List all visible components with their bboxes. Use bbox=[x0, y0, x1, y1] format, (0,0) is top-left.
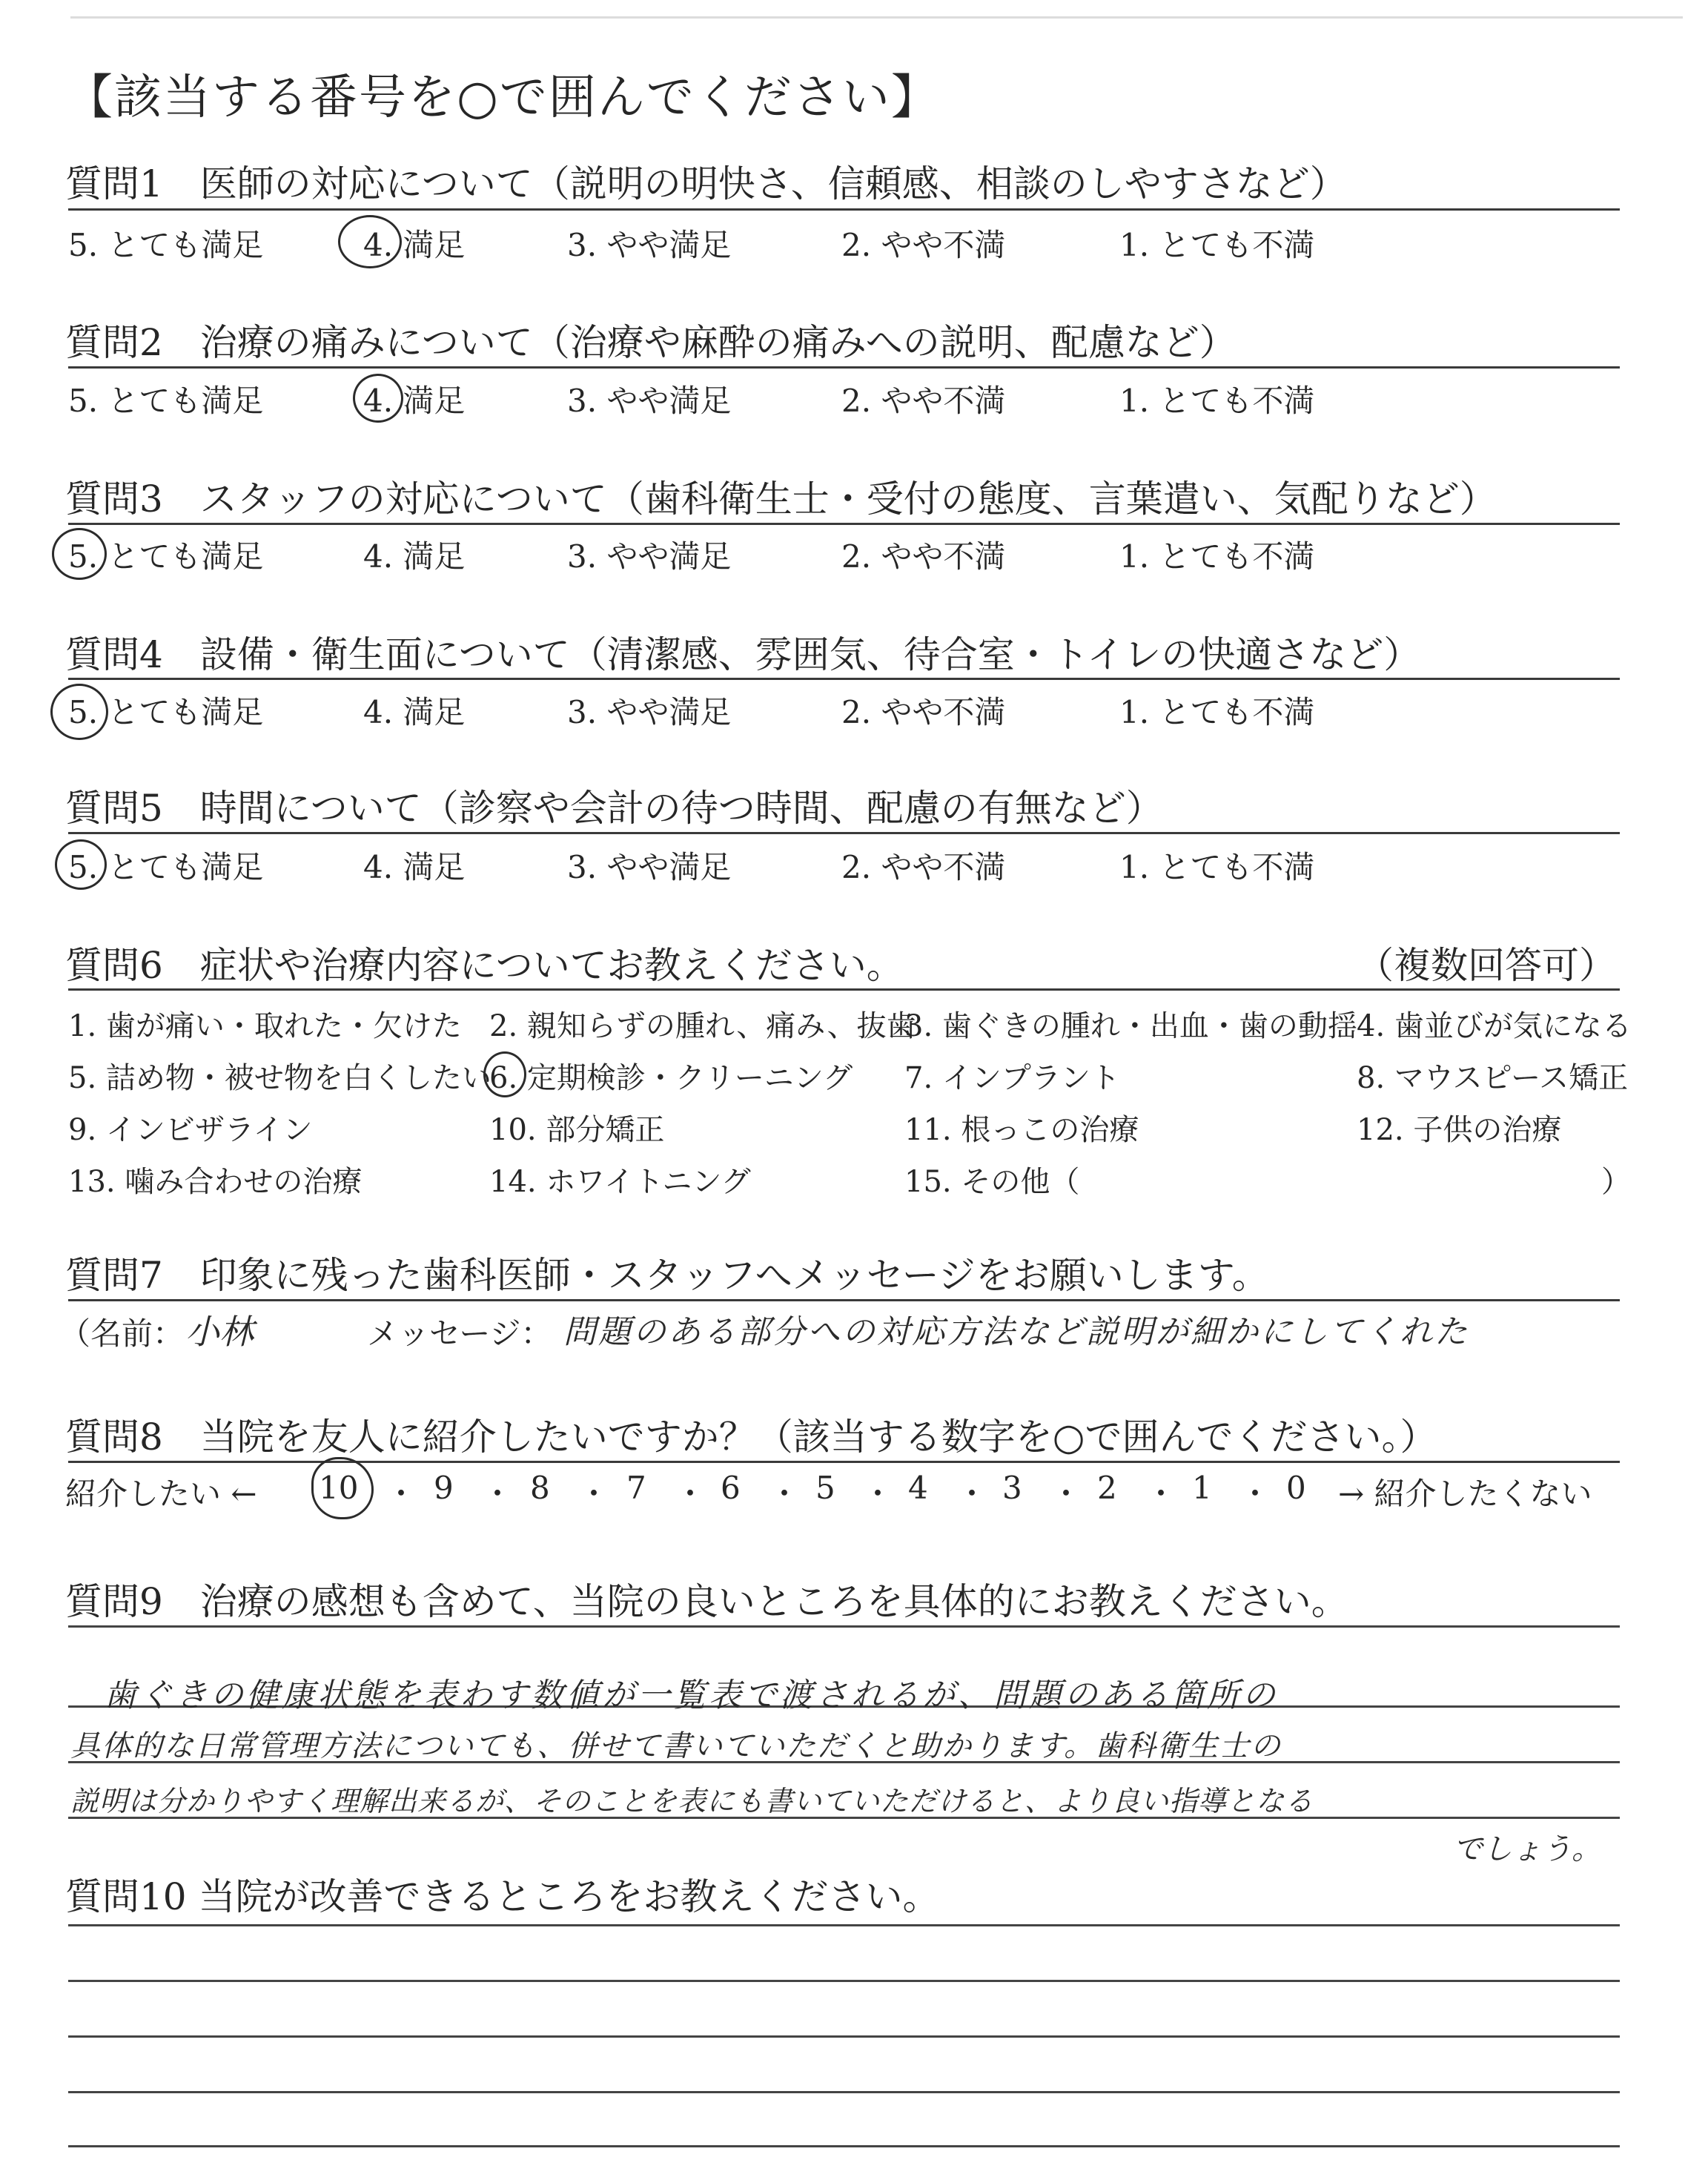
q6-option-4[interactable]: 4. 歯並びが気になる bbox=[1357, 1009, 1632, 1043]
q2-option-5[interactable]: 5. とても満足 bbox=[68, 383, 264, 419]
question-7-title: 質問7 印象に残った歯科医師・スタッフへメッセージをお願いします。 bbox=[65, 1254, 1269, 1297]
q6-option-11[interactable]: 11. 根っこの治療 bbox=[904, 1113, 1139, 1147]
q4-option-4[interactable]: 4. 満足 bbox=[363, 694, 466, 730]
writing-line[interactable] bbox=[68, 1980, 1620, 1982]
message-value[interactable]: 問題のある部分への対応方法など説明が細かにしてくれた bbox=[563, 1313, 1469, 1351]
q1-option-3[interactable]: 3. やや満足 bbox=[567, 227, 732, 263]
scale-sep: ・ bbox=[956, 1476, 988, 1512]
recommend-left-label: 紹介したい ← bbox=[65, 1476, 257, 1512]
name-value[interactable]: 小林 bbox=[185, 1312, 254, 1352]
scale-8[interactable]: 8 bbox=[530, 1470, 550, 1506]
writing-line[interactable] bbox=[68, 2035, 1620, 2038]
q6-other-close: ） bbox=[1601, 1165, 1631, 1199]
question-6-title: 質問6 症状や治療内容についてお教えください。 bbox=[65, 944, 904, 987]
selected-circle bbox=[483, 1051, 526, 1097]
question-6-rule bbox=[68, 988, 1620, 991]
q6-option-7[interactable]: 7. インプラント bbox=[904, 1061, 1120, 1095]
selected-circle bbox=[338, 215, 402, 268]
q4-option-2[interactable]: 2. やや不満 bbox=[841, 694, 1006, 730]
q2-option-1[interactable]: 1. とても不満 bbox=[1119, 383, 1315, 419]
writing-line[interactable] bbox=[68, 2091, 1620, 2093]
q2-option-3[interactable]: 3. やや満足 bbox=[567, 383, 732, 419]
q4-option-3[interactable]: 3. やや満足 bbox=[567, 694, 732, 730]
scale-9[interactable]: 9 bbox=[434, 1470, 454, 1506]
q6-option-3[interactable]: 3. 歯ぐきの腫れ・出血・歯の動揺 bbox=[904, 1009, 1357, 1043]
question-4-rule bbox=[68, 678, 1620, 680]
q6-option-8[interactable]: 8. マウスピース矯正 bbox=[1357, 1061, 1629, 1095]
writing-line[interactable] bbox=[68, 2145, 1620, 2147]
q1-option-2[interactable]: 2. やや不満 bbox=[841, 227, 1006, 263]
q2-option-4[interactable]: 4. 満足 bbox=[363, 383, 466, 419]
question-9-title: 質問9 治療の感想も含めて、当院の良いところを具体的にお教えください。 bbox=[65, 1580, 1348, 1623]
writing-line[interactable] bbox=[68, 1924, 1620, 1926]
scale-sep: ・ bbox=[675, 1476, 706, 1512]
scale-7[interactable]: 7 bbox=[626, 1470, 646, 1506]
question-2-title: 質問2 治療の痛みについて（治療や麻酔の痛みへの説明、配慮など） bbox=[65, 321, 1237, 364]
question-4-title: 質問4 設備・衛生面について（清潔感、雰囲気、待合室・トイレの快適さなど） bbox=[65, 633, 1421, 676]
scale-10[interactable]: 10 bbox=[319, 1470, 359, 1506]
scale-2[interactable]: 2 bbox=[1097, 1470, 1117, 1506]
q4-option-1[interactable]: 1. とても不満 bbox=[1119, 694, 1315, 730]
q5-option-3[interactable]: 3. やや満足 bbox=[567, 849, 732, 885]
q6-option-14[interactable]: 14. ホワイトニング bbox=[489, 1165, 751, 1199]
q5-option-1[interactable]: 1. とても不満 bbox=[1119, 849, 1315, 885]
q1-option-4[interactable]: 4. 満足 bbox=[363, 227, 466, 263]
question-1-rule bbox=[68, 208, 1620, 211]
q6-option-9[interactable]: 9. インビザライン bbox=[68, 1113, 313, 1147]
scale-sep: ・ bbox=[769, 1476, 801, 1512]
question-8-rule bbox=[68, 1461, 1620, 1463]
selected-circle bbox=[50, 684, 108, 740]
q9-answer-line-1[interactable]: 歯ぐきの健康状態を表わす数値が一覧表で渡されるが、問題のある箇所の bbox=[104, 1677, 1278, 1714]
scale-0[interactable]: 0 bbox=[1286, 1470, 1306, 1506]
q5-option-5[interactable]: 5. とても満足 bbox=[68, 849, 264, 885]
q9-answer-line-3[interactable]: 説明は分かりやすく理解出来るが、そのことを表にも書いていただけると、より良い指導となる bbox=[70, 1785, 1314, 1817]
scale-6[interactable]: 6 bbox=[721, 1470, 741, 1506]
recommend-right-label: → 紹介したくない bbox=[1338, 1476, 1592, 1512]
question-10-title: 質問10 当院が改善できるところをお教えください。 bbox=[65, 1875, 940, 1918]
question-3-rule bbox=[68, 523, 1620, 525]
selected-circle bbox=[311, 1457, 374, 1519]
q5-option-2[interactable]: 2. やや不満 bbox=[841, 849, 1006, 885]
q9-answer-line-2[interactable]: 具体的な日常管理方法についても、併せて書いていただくと助かります。歯科衛生士の bbox=[70, 1729, 1282, 1763]
q6-option-6[interactable]: 6. 定期検診・クリーニング bbox=[489, 1061, 853, 1095]
q6-option-5[interactable]: 5. 詰め物・被せ物を白くしたい bbox=[68, 1061, 491, 1095]
q1-option-5[interactable]: 5. とても満足 bbox=[68, 227, 264, 263]
question-2-rule bbox=[68, 366, 1620, 369]
q3-option-2[interactable]: 2. やや不満 bbox=[841, 538, 1006, 575]
scale-sep: ・ bbox=[482, 1476, 514, 1512]
scale-sep: ・ bbox=[862, 1476, 894, 1512]
selected-circle bbox=[52, 528, 107, 580]
question-1-title: 質問1 医師の対応について（説明の明快さ、信頼感、相談のしやすさなど） bbox=[65, 162, 1347, 205]
question-8-title: 質問8 当院を友人に紹介したいですか？（該当する数字を○で囲んでください。） bbox=[65, 1416, 1437, 1459]
scale-sep: ・ bbox=[385, 1476, 417, 1512]
question-3-title: 質問3 スタッフの対応について（歯科衛生士・受付の態度、言葉遣い、気配りなど） bbox=[65, 478, 1497, 521]
q6-option-15[interactable]: 15. その他（ bbox=[904, 1165, 1080, 1199]
q3-option-4[interactable]: 4. 満足 bbox=[363, 538, 466, 575]
writing-line bbox=[68, 1625, 1620, 1628]
scale-4[interactable]: 4 bbox=[908, 1470, 928, 1506]
message-label: メッセージ： bbox=[367, 1315, 552, 1352]
form-title: 【該当する番号を○で囲んでください】 bbox=[65, 70, 940, 125]
selected-circle bbox=[55, 839, 107, 890]
scale-sep: ・ bbox=[1239, 1476, 1271, 1512]
multiple-answers-note: （複数回答可） bbox=[1357, 944, 1616, 987]
question-5-title: 質問5 時間について（診察や会計の待つ時間、配慮の有無など） bbox=[65, 787, 1163, 830]
scale-sep: ・ bbox=[1145, 1476, 1177, 1512]
q5-option-4[interactable]: 4. 満足 bbox=[363, 849, 466, 885]
q6-option-10[interactable]: 10. 部分矯正 bbox=[489, 1113, 665, 1147]
scale-sep: ・ bbox=[1050, 1476, 1082, 1512]
q6-option-13[interactable]: 13. 噛み合わせの治療 bbox=[68, 1165, 363, 1199]
q6-option-2[interactable]: 2. 親知らずの腫れ、痛み、抜歯 bbox=[489, 1009, 916, 1043]
q4-option-5[interactable]: 5. とても満足 bbox=[68, 694, 264, 730]
scale-5[interactable]: 5 bbox=[815, 1470, 835, 1506]
name-label: （名前： bbox=[59, 1315, 185, 1352]
q1-option-1[interactable]: 1. とても不満 bbox=[1119, 227, 1315, 263]
q2-option-2[interactable]: 2. やや不満 bbox=[841, 383, 1006, 419]
question-7-rule bbox=[68, 1299, 1620, 1301]
scale-3[interactable]: 3 bbox=[1002, 1470, 1022, 1506]
q3-option-1[interactable]: 1. とても不満 bbox=[1119, 538, 1315, 575]
q6-option-12[interactable]: 12. 子供の治療 bbox=[1357, 1113, 1562, 1147]
scale-1[interactable]: 1 bbox=[1192, 1470, 1212, 1506]
q6-option-1[interactable]: 1. 歯が痛い・取れた・欠けた bbox=[68, 1009, 462, 1043]
q9-answer-tail[interactable]: でしょう。 bbox=[1453, 1832, 1601, 1866]
question-5-rule bbox=[68, 832, 1620, 834]
q3-option-3[interactable]: 3. やや満足 bbox=[567, 538, 732, 575]
selected-circle bbox=[353, 374, 403, 423]
top-border bbox=[70, 16, 1683, 19]
scale-sep: ・ bbox=[578, 1476, 610, 1512]
q3-option-5[interactable]: 5. とても満足 bbox=[68, 538, 264, 575]
